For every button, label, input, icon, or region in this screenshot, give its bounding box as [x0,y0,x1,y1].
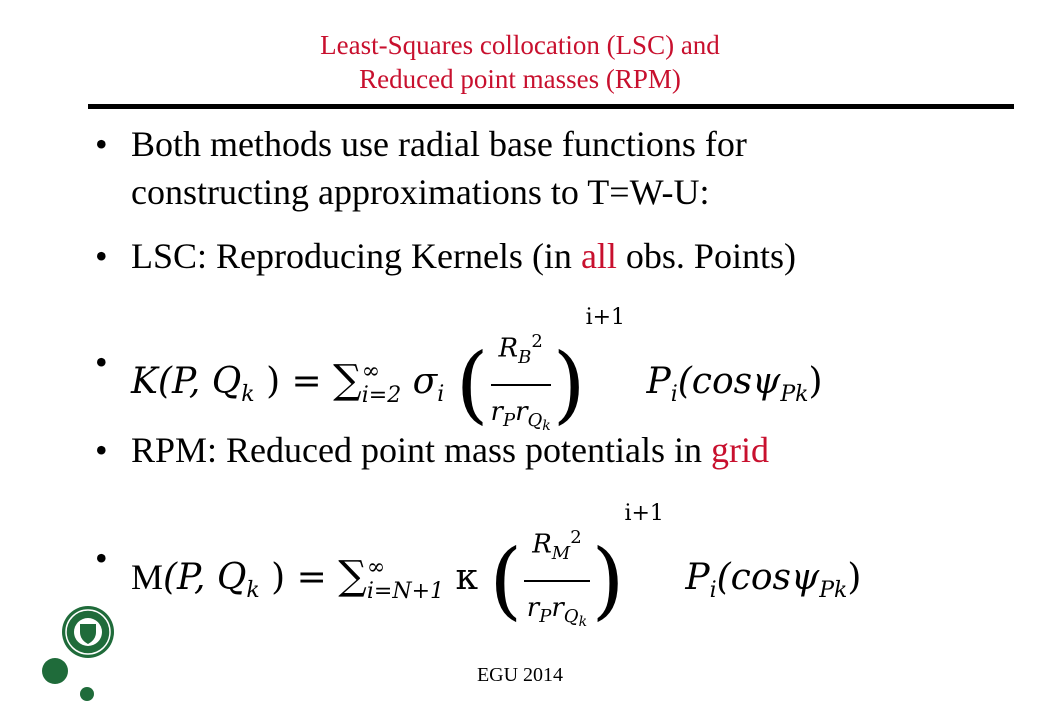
bullet-prefix: LSC: Reproducing Kernels (in [131,236,581,276]
sum-symbol: ∑ [333,356,362,403]
bullet-text: constructing approximations to T=W-U: [131,172,710,212]
eq-coef-sub: i [437,382,445,408]
sum-lower: i=N+1 [366,578,444,604]
legendre-arg-sub: Pk [780,382,809,408]
logo-dot-small [80,687,94,701]
fraction-numerator: $R_M^2$ [524,516,589,582]
title-line-2: Reduced point masses (RPM) [359,64,681,94]
fraction-numerator: $R_B^2$ [491,320,551,386]
eq-coef: σ [412,360,438,402]
bullet-text: Both methods use radial base functions for [131,124,747,164]
eq-equals: ) = [254,360,334,402]
bullet-dot: • [95,342,108,382]
eq-power: i+1 [624,501,664,526]
eq-lhs: (P, Q [163,556,247,598]
eq-lhs-m: M [131,556,164,597]
footer: EGU 2014 [476,664,564,686]
sum-upper: ∞ [366,554,386,580]
legendre-close: ) [808,360,823,402]
sum-upper: ∞ [361,358,381,384]
equation-m [131,501,862,644]
fraction [524,516,589,644]
bullet-text [131,234,796,278]
sum-symbol: ∑ [338,552,367,599]
legendre-p: P [685,556,710,598]
bullet-text [131,428,769,472]
legendre-close: ) [847,556,862,598]
bullet-dot: • [95,236,108,276]
slide-title [0,28,1040,96]
left-paren: ( [455,334,489,433]
eq-lhs-sub: k [241,382,255,408]
legendre-arg: (cosψ [677,360,781,402]
right-paren: ) [552,334,586,433]
highlight-all: all [580,236,617,276]
bullet-suffix: obs. Points) [616,236,796,276]
bullet-dot: • [95,124,108,164]
legendre-sub: i [670,382,678,408]
highlight-grid: grid [710,430,769,470]
fraction-denominator: $r_Pr_{Qk}$ [490,396,551,434]
university-seal-icon [0,0,140,720]
bullet-prefix: RPM: Reduced point mass potentials in [131,430,711,470]
fraction-denominator: $r_Pr_{Qk}$ [526,592,588,630]
legendre-p: P [646,360,671,402]
title-divider [88,104,1014,109]
eq-power: i+1 [585,305,626,330]
legendre-arg: (cosψ [716,556,820,598]
title-line-1: Least-Squares collocation (LSC) and [320,30,720,60]
bullet-dot: • [95,538,108,578]
eq-lhs: K(P, Q [131,360,242,402]
legendre-sub: i [709,578,717,604]
left-paren: ( [489,530,523,629]
eq-coef: κ [455,556,478,598]
right-paren: ) [591,530,625,629]
sum-lower: i=2 [361,382,402,408]
bullet-dot: • [95,430,108,470]
eq-equals: ) = [259,556,339,598]
eq-lhs-sub: k [246,578,260,604]
legendre-arg-sub: Pk [819,578,848,604]
